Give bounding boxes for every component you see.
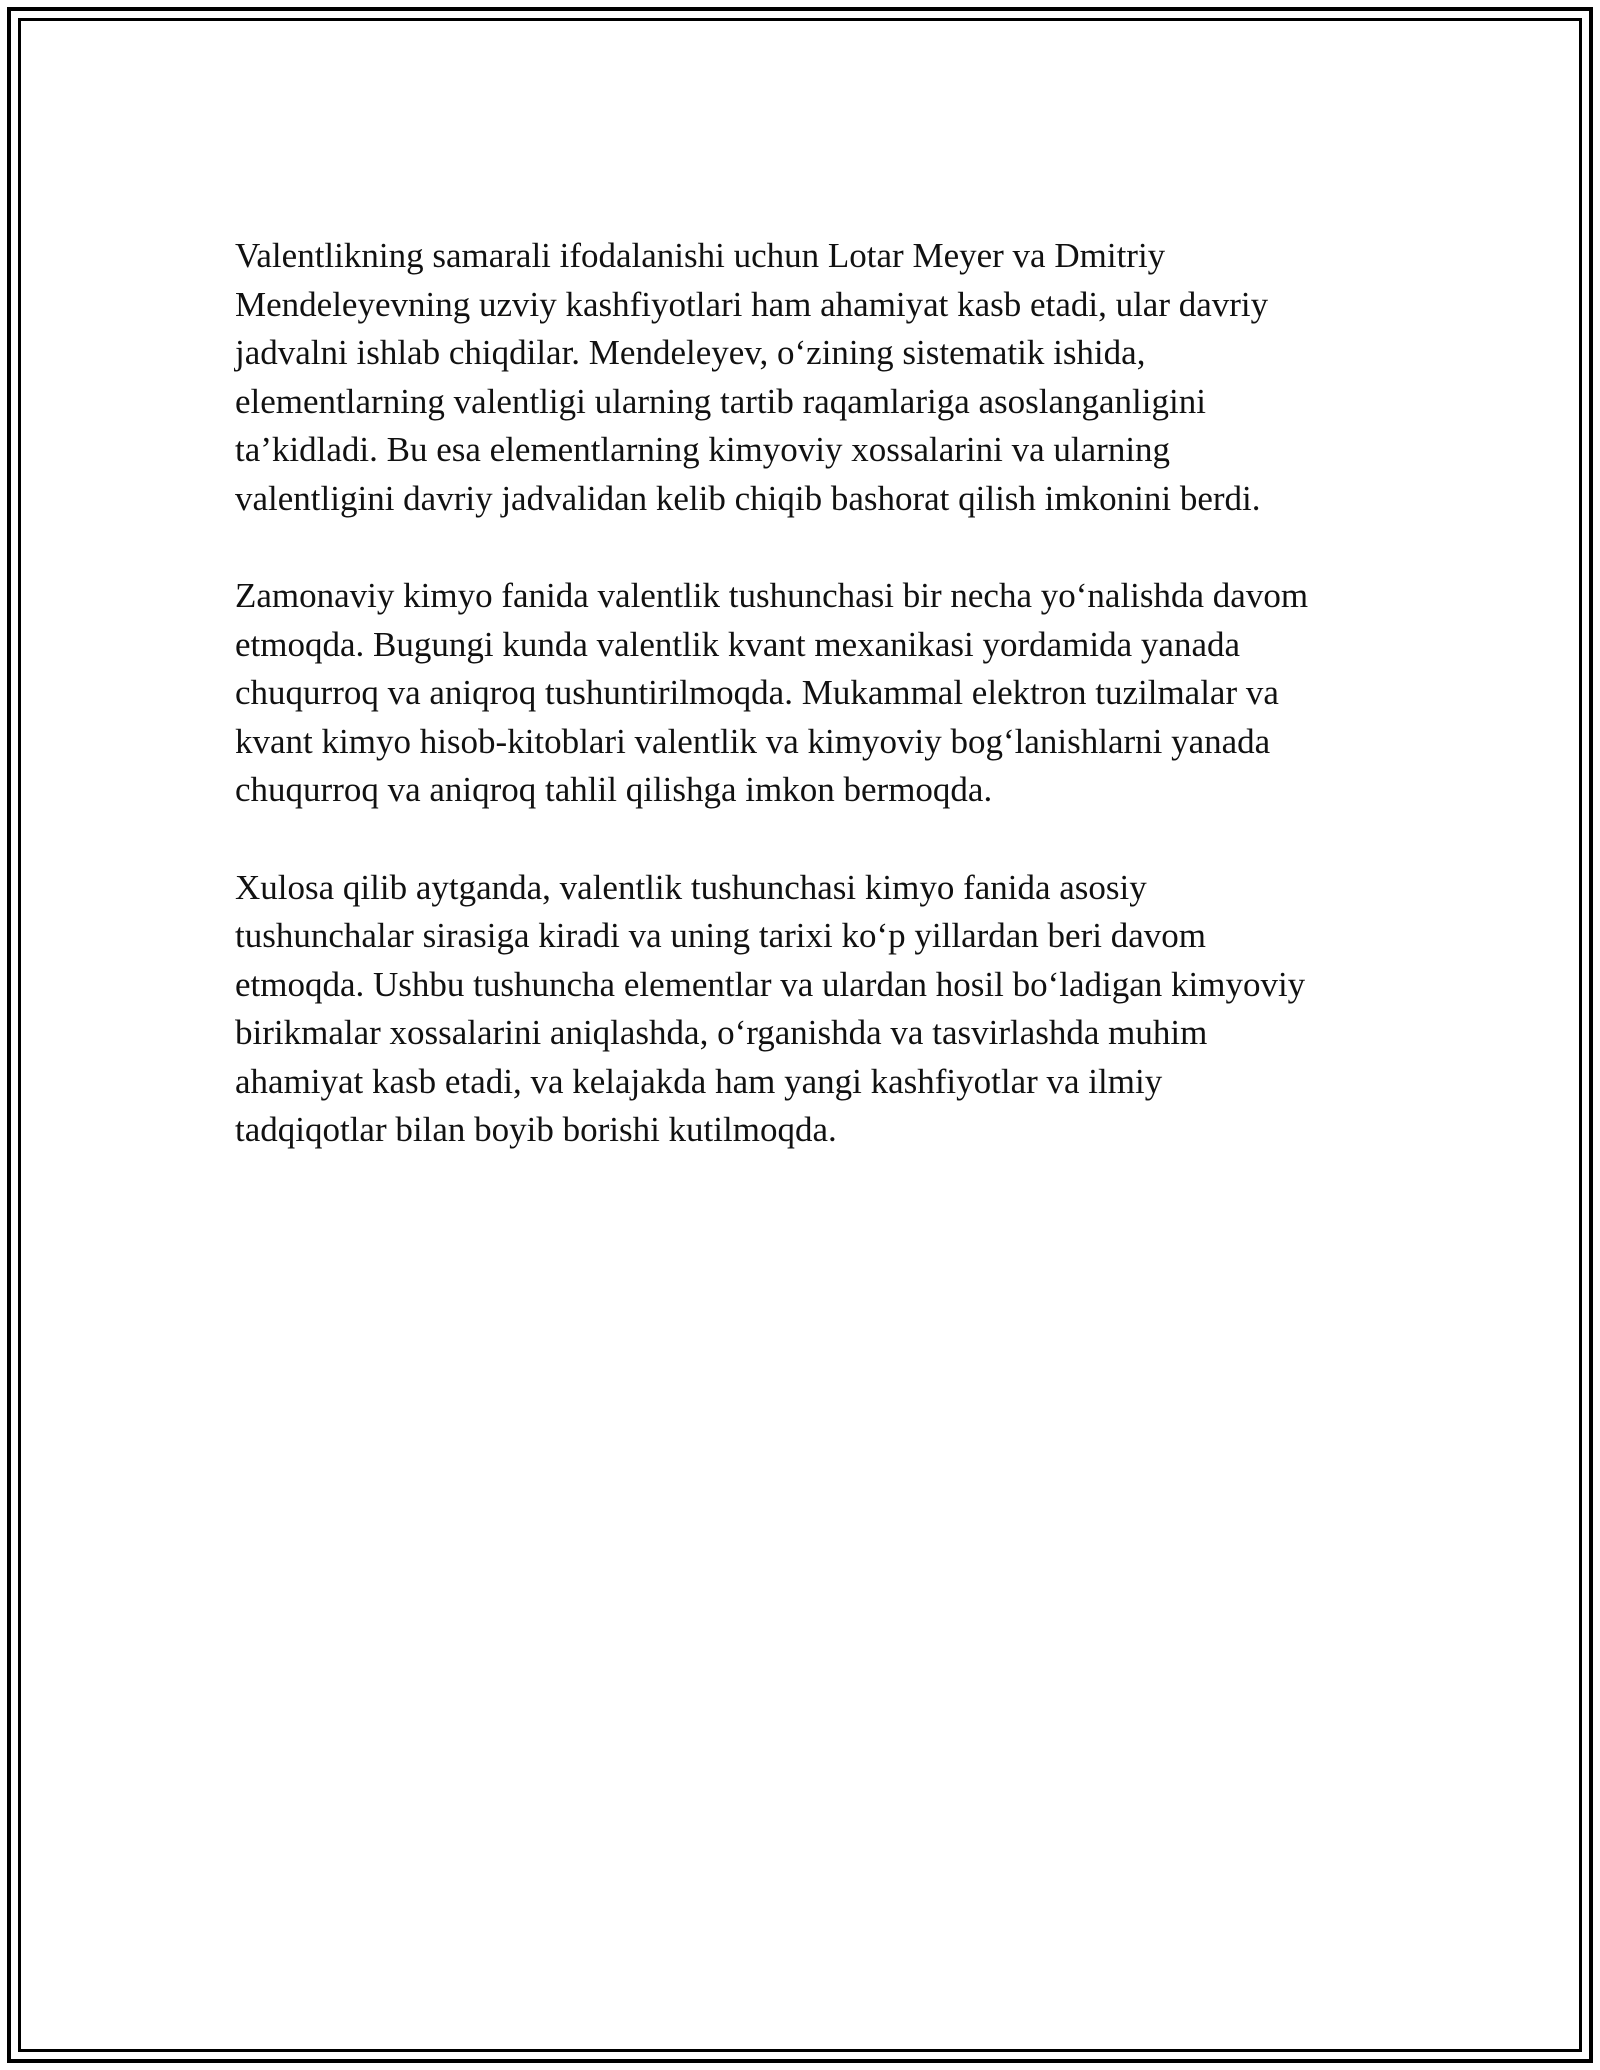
paragraph-line: Valentlikning samarali ifodalanishi uchun Lotar Meyer va Dmitriy bbox=[235, 236, 1166, 275]
document-body bbox=[235, 232, 1365, 1204]
paragraph-line: tushunchalar sirasiga kiradi va uning tarixi ko‘p yillardan beri davom bbox=[235, 916, 1206, 955]
paragraph-line: Mendeleyevning uzviy kashfiyotlari ham ahamiyat kasb etadi, ular davriy bbox=[235, 284, 1269, 324]
paragraph-3 bbox=[235, 864, 1365, 1155]
paragraph-1 bbox=[235, 232, 1365, 523]
paragraph-line: ta’kidladi. Bu esa elementlarning kimyoviy xossalarini va ularning bbox=[235, 430, 1171, 469]
paragraph-line: valentligini davriy jadvalidan kelib chiqib bashorat qilish imkonini berdi. bbox=[235, 478, 1261, 518]
paragraph-line: ahamiyat kasb etadi, va kelajakda ham yangi kashfiyotlar va ilmiy bbox=[235, 1061, 1163, 1101]
paragraph-line: birikmalar xossalarini aniqlashda, o‘rganishda va tasvirlashda muhim bbox=[235, 1013, 1208, 1052]
paragraph-line: Zamonaviy kimyo fanida valentlik tushunchasi bir necha yo‘nalishda davom bbox=[235, 576, 1309, 615]
paragraph-line: chuqurroq va aniqroq tushuntirilmoqda. Mukammal elektron tuzilmalar va bbox=[235, 673, 1279, 712]
paragraph-line: tadqiqotlar bilan boyib borishi kutilmoqda. bbox=[235, 1110, 837, 1149]
paragraph-line: Xulosa qilib aytganda, valentlik tushunchasi kimyo fanida asosiy bbox=[235, 867, 1147, 907]
paragraph-line: jadvalni ishlab chiqdilar. Mendeleyev, o‘zining sistematik ishida, bbox=[235, 333, 1146, 372]
paragraph-2 bbox=[235, 572, 1365, 815]
paragraph-line: chuqurroq va aniqroq tahlil qilishga imkon bermoqda. bbox=[235, 770, 993, 809]
paragraph-line: etmoqda. Bugungi kunda valentlik kvant mexanikasi yordamida yanada bbox=[235, 624, 1241, 664]
paragraph-line: etmoqda. Ushbu tushuncha elementlar va ulardan hosil bo‘ladigan kimyoviy bbox=[235, 964, 1306, 1004]
paragraph-line: elementlarning valentligi ularning tartib raqamlariga asoslanganligini bbox=[235, 381, 1206, 421]
paragraph-line: kvant kimyo hisob-kitoblari valentlik va kimyoviy bog‘lanishlarni yanada bbox=[235, 721, 1271, 761]
